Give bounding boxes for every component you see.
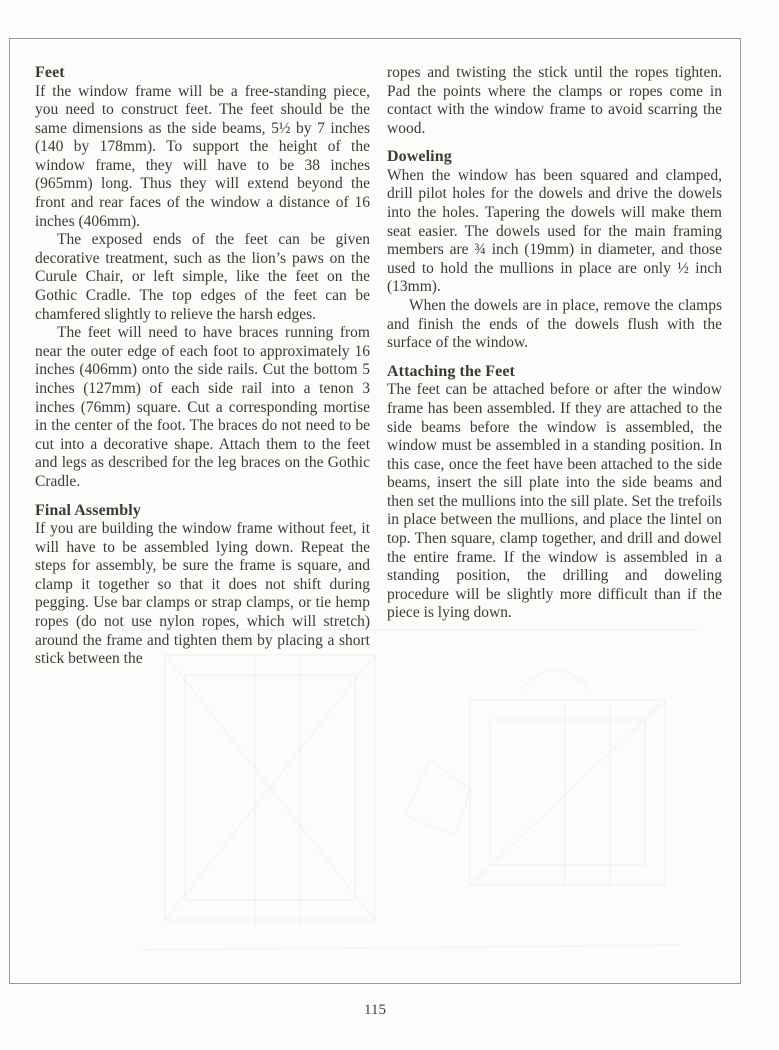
section-final-assembly [35, 502, 370, 669]
left-text-column [35, 64, 370, 669]
section-heading-attaching-the-feet: Attaching the Feet [387, 362, 515, 380]
section-doweling [387, 148, 722, 352]
right-text-column [387, 64, 722, 669]
paragraph: When the window has been squared and clamped, drill pilot holes for the dowels and drive the dowels into the holes. Tapering the dowels will make them seat easier. The dowels used for the main framing members are ¾ inch (19mm) in diameter, and those used to hold the mullions in place are only ½ inch (13mm). [387, 166, 722, 296]
paragraph: If the window frame will be a free-standing piece, you need to construct feet. The feet should be the same dimensions as the side beams, 5½ by 7 inches (140 by 178mm). To support the height of the window frame, they will have to be 38 inches (965mm) long. Thus they will extend beyond the front and rear faces of the window a distance of 16 inches (406mm). [35, 82, 370, 230]
section-attaching-the-feet [387, 363, 722, 623]
paragraph: The feet will need to have braces running from near the outer edge of each foot to approximately 16 inches (406mm) onto the side rails. Cut the bottom 5 inches (127mm) of each side rail into a tenon 3 inches (76mm) square. Cut a corresponding mortise in the center of the foot. The braces do not need to be cut into a decorative shape. Attach them to the feet and legs as described for the leg braces on the Gothic Cradle. [35, 324, 370, 490]
paragraph: If you are building the window frame without feet, it will have to be assembled lying down. Repeat the steps for assembly, be sure the frame is square, and clamp it together so that it does not shift during pegging. Use bar clamps or strap clamps, or tie hemp ropes (do not use nylon ropes, which will stretch) around the frame and tighten them by placing a short stick between the [35, 520, 370, 668]
page-body-two-columns [35, 64, 723, 669]
section-heading-doweling: Doweling [387, 148, 452, 166]
page-number: 115 [364, 1002, 386, 1018]
section-final-assembly-continued [387, 64, 722, 138]
paragraph: When the dowels are in place, remove the clamps and finish the ends of the dowels flush with the surface of the window. [387, 297, 722, 352]
paragraph: ropes and twisting the stick until the ropes tighten. Pad the points where the clamps or ropes come in contact with the window frame to avoid scarring the wood. [387, 64, 722, 137]
paragraph: The exposed ends of the feet can be given decorative treatment, such as the lion’s paws on the Curule Chair, or left simple, like the feet on the Gothic Cradle. The top edges of the feet can be chamfered slightly to relieve the harsh edges. [35, 231, 370, 323]
paragraph: The feet can be attached before or after the window frame has been assembled. If they are attached to the side beams before the window is assembled, the window must be assembled in a standing position. In this case, once the feet have been attached to the side beams, insert the sill plate into the side beams and then set the mullions into the sill plate. Set the trefoils in place between the mullions, and place the lintel on top. Then square, clamp together, and drill and dowel the entire frame. If the window is assembled in a standing position, the drilling and doweling procedure will be slightly more difficult than if the piece is lying down. [387, 381, 722, 622]
section-heading-final-assembly: Final Assembly [35, 501, 141, 519]
section-heading-feet: Feet [35, 64, 65, 81]
section-feet [35, 64, 370, 492]
